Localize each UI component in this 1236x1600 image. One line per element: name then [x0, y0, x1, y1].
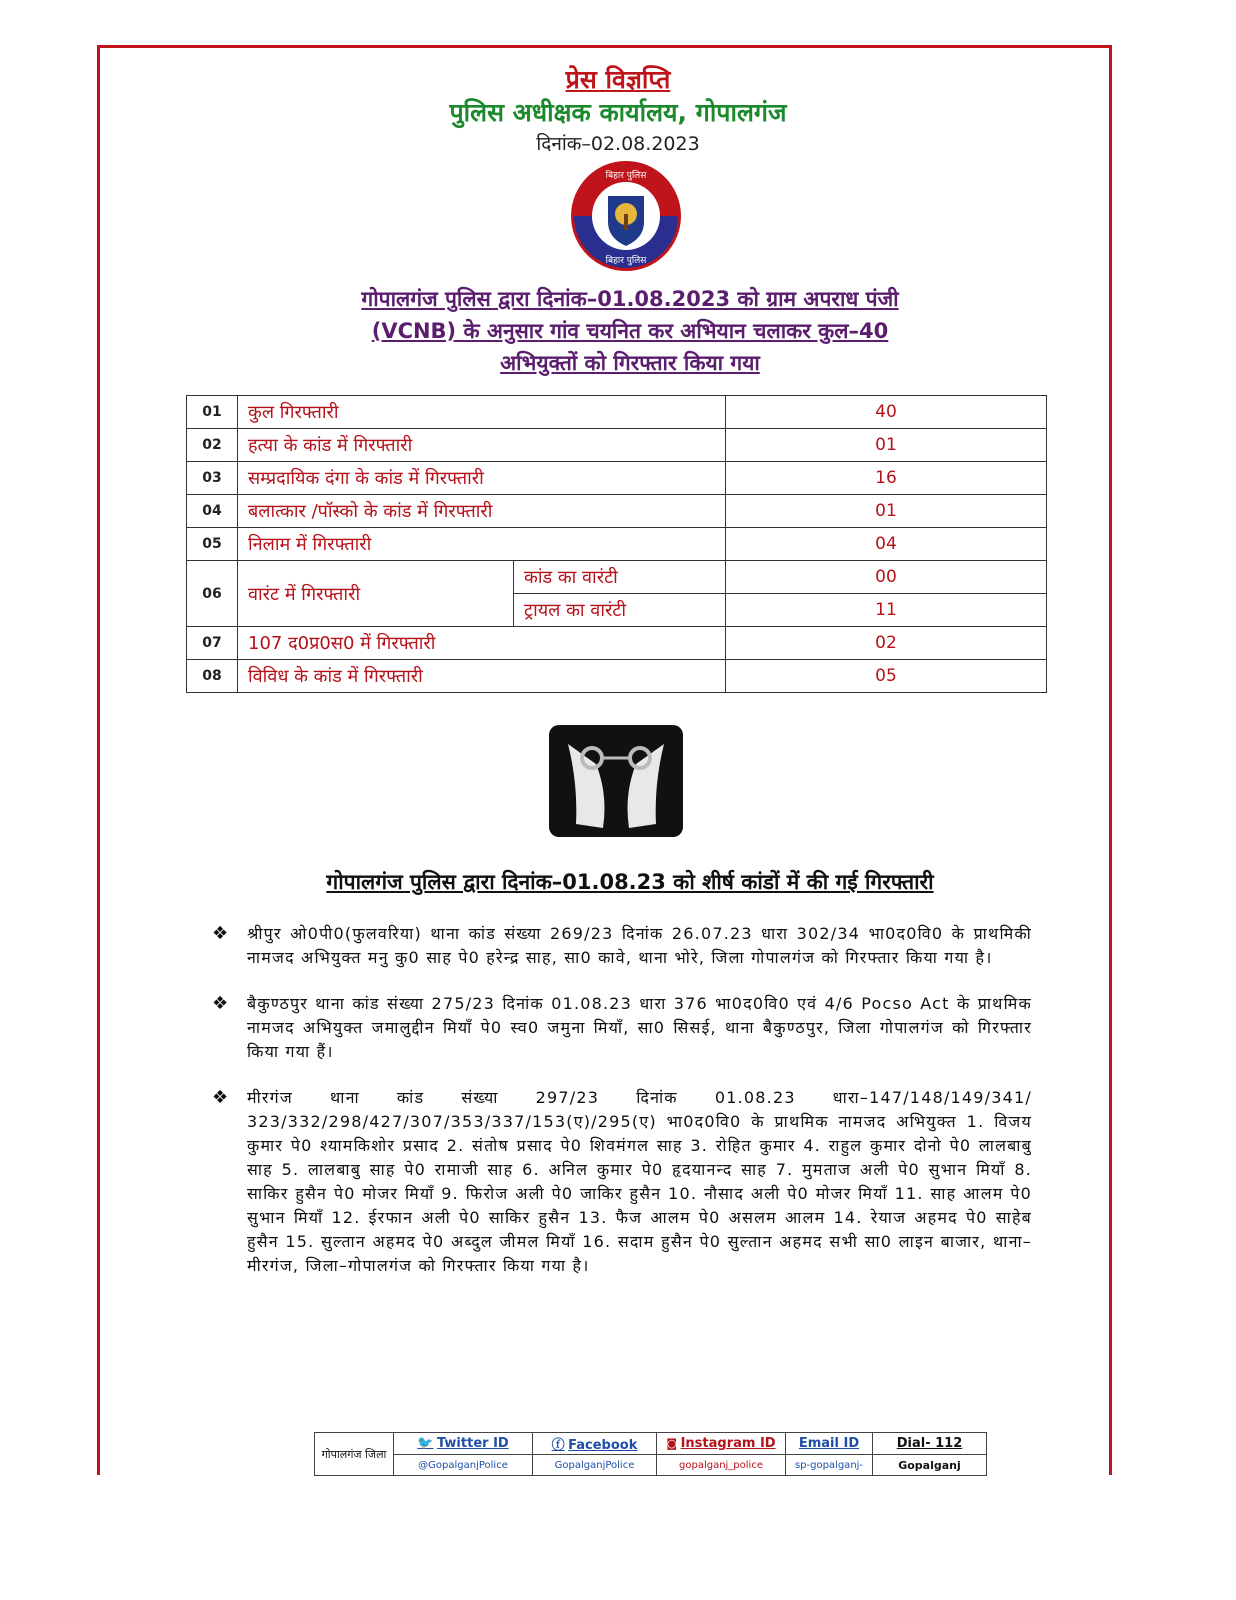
facebook-icon: ⓕ — [551, 1438, 565, 1453]
headline-line-1: गोपालगंज पुलिस द्वारा दिनांक–01.08.2023 को ग्राम अपराध पंजी — [361, 287, 899, 311]
list-item: ❖ बैकुण्ठपुर थाना कांड संख्या 275/23 दिनांक 01.08.23 धारा 376 भा0द0वि0 एवं 4/6 Pocso Act के प्राथमिक नामजद अभियुक्त जमालुद्दीन मियाँ पे0 स्व0 जमुना मियाँ, सा0 सिसई, थाना बैकुण्ठपुर, जिला गोपालगंज को गिरफ्तार किया गया हैं। — [212, 993, 1032, 1061]
dial-label: Dial- 112 — [896, 1436, 963, 1451]
twitter-icon: 🐦 — [417, 1436, 434, 1451]
instagram-icon: ◙ — [666, 1437, 678, 1450]
table-row: 04 बलात्कार /पॉस्को के कांड में गिरफ्तारी 01 — [187, 495, 1047, 528]
diamond-bullet-icon: ❖ — [212, 1087, 230, 1108]
handcuffs-icon — [548, 724, 684, 838]
list-item: ❖ मीरगंज थाना कांड संख्या 297/23 दिनांक 01.08.23 धारा–147/148/149/341/ 323/332/298/427/307/353/337/153(ए)/295(ए) भा0द0वि0 के प्राथमिक नामजद अभियुक्त 1. विजय कुमार पे0 श्यामकिशोर प्रसाद 2. संतोष प्रसाद पे0 शिवमंगल साह 3. रोहित कुमार 4. राहुल कुमार दोनो पे0 लालबाबु साह 5. लालबाबु साह पे0 रामाजी साह 6. अनिल कुमार पे0 हृदयानन्द साह 7. मुमताज अली पे0 सुभान मियाँ 8. साकिर हुसैन पे0 मोजर मियाँ 9. फिरोज अली पे0 जाकिर हुसैन 10. नौसाद अली पे0 मोजर मियाँ 11. साह आलम पे0 सुभान मियाँ 12. ईरफान अली पे0 साकिर हुसैन 13. फैज आलम पे0 असलम आलम 14. रेयाज अहमद पे0 साहेब हुसैन 15. सुल्तान अहमद पे0 अब्दुल जीमल मियाँ 16. सदाम हुसैन पे0 सुल्तान अहमद सभी सा0 लाइन बाजार, थाना–मीरगंज, जिला–गोपालगंज को गिरफ्तार किया गया है। — [212, 1087, 1032, 1275]
table-row: ट्रायल का वारंटी 11 — [187, 594, 1047, 627]
instagram-link[interactable]: Instagram ID — [680, 1436, 776, 1451]
press-release-title: प्रेस विज्ञप्ति — [565, 65, 671, 94]
table-row: 02 हत्या के कांड में गिरफ्तारी 01 — [187, 429, 1047, 462]
logo-label-top: बिहार पुलिस — [605, 171, 647, 181]
table-row: 06 वारंट में गिरफ्तारी कांड का वारंटी 00 — [187, 561, 1047, 594]
headline — [200, 283, 1060, 379]
diamond-bullet-icon: ❖ — [212, 993, 230, 1014]
arrest-list — [212, 922, 1032, 1300]
twitter-link[interactable]: Twitter ID — [436, 1436, 509, 1451]
office-name: पुलिस अधीक्षक कार्यालय, गोपालगंज — [449, 98, 787, 127]
bihar-police-logo-icon — [570, 160, 682, 272]
logo-label-bottom: बिहार पुलिस — [605, 256, 647, 266]
release-date: दिनांक–02.08.2023 — [536, 133, 700, 155]
facebook-link[interactable]: Facebook — [568, 1438, 638, 1453]
contact-footer: गोपालगंज जिला 🐦 Twitter ID ⓕ Facebook ◙ Instagram ID Email ID Dial- 112 @GopalganjPolice GopalganjPolice gopalganj_police sp-gopalganj- Gopalganj — [314, 1432, 987, 1476]
table-row: 01 कुल गिरफ्तारी 40 — [187, 396, 1047, 429]
table-row: 05 निलाम में गिरफ्तारी 04 — [187, 528, 1047, 561]
arrest-stats-table — [186, 395, 1047, 693]
email-link[interactable]: Email ID — [798, 1436, 860, 1451]
table-row: 03 सम्प्रदायिक दंगा के कांड में गिरफ्तारी 16 — [187, 462, 1047, 495]
district-label: गोपालगंज जिला — [315, 1433, 394, 1476]
headline-line-3: अभियुक्तों को गिरफ्तार किया गया — [500, 351, 760, 375]
diamond-bullet-icon: ❖ — [212, 923, 230, 944]
section-title: गोपालगंज पुलिस द्वारा दिनांक–01.08.23 को शीर्ष कांडों में की गई गिरफ्तारी — [326, 870, 934, 894]
table-row: 07 107 द0प्र0स0 में गिरफ्तारी 02 — [187, 627, 1047, 660]
list-item: ❖ श्रीपुर ओ0पी0(फुलवरिया) थाना कांड संख्या 269/23 दिनांक 26.07.23 धारा 302/34 भा0द0वि0 के प्राथमिकी नामजद अभियुक्त मनु कु0 साह पे0 हरेन्द्र साह, सा0 कावे, थाना भोरे, जिला गोपालगंज को गिरफ्तार किया गया है। — [212, 923, 1032, 967]
table-row: 08 विविध के कांड में गिरफ्तारी 05 — [187, 660, 1047, 693]
headline-line-2: (VCNB) के अनुसार गांव चयनित कर अभियान चलाकर कुल–40 — [371, 319, 889, 343]
